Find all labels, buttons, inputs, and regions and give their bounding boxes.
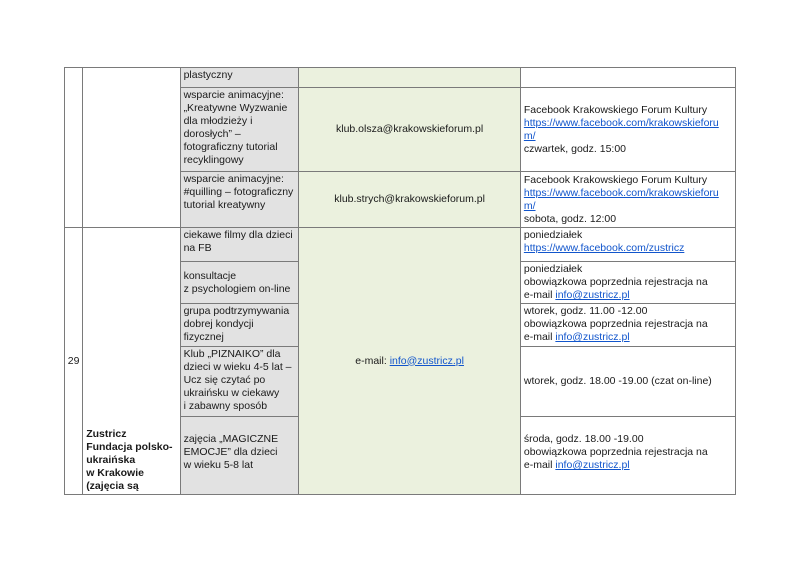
activity-cell: [180, 347, 299, 417]
info-day: środa, godz. 18.00 -19.00: [523, 433, 644, 445]
activity-text: dorosłych” –: [183, 128, 241, 140]
activity-text: dla młodzieży i: [183, 115, 253, 127]
info-cell: [520, 262, 735, 304]
email-cell: [299, 88, 521, 172]
activity-text: Klub „PIZNAIKO” dla: [183, 348, 281, 360]
table-row: [65, 68, 736, 88]
organization-name: Zustricz: [86, 428, 127, 440]
info-cell: [520, 172, 735, 228]
activity-text: grupa podtrzymywania: [183, 305, 290, 317]
activity-text: fizycznej: [183, 331, 224, 343]
activity-cell: [180, 417, 299, 495]
activity-text: w wieku 5-8 lat: [183, 459, 254, 471]
activity-cell: [180, 262, 299, 304]
activity-cell: [180, 304, 299, 347]
info-day: poniedziałek: [523, 229, 583, 241]
email-text: klub.strych@krakowskieforum.pl: [334, 193, 485, 205]
number-cell: [65, 228, 83, 495]
entry-number: 29: [67, 354, 80, 367]
activity-text: i zabawny sposób: [183, 400, 268, 412]
organization-name: (zajęcia są: [86, 480, 139, 492]
info-note: obowiązkowa poprzednia rejestracja na: [523, 276, 708, 288]
activity-cell: [180, 228, 299, 262]
info-day: wtorek, godz. 11.00 -12.00: [523, 305, 648, 317]
activity-text: EMOCJE” dla dzieci: [183, 446, 278, 458]
email-cell: [299, 172, 521, 228]
email-link[interactable]: info@zustricz.pl: [555, 289, 630, 301]
activity-cell: [180, 68, 299, 88]
info-cell: [520, 88, 735, 172]
activity-text: z psychologiem on-line: [183, 282, 291, 295]
facebook-link[interactable]: https://www.facebook.com/zustricz: [523, 242, 685, 254]
email-cell: [299, 68, 521, 88]
mail-prefix: e-mail: [523, 459, 556, 471]
activity-text: fotograficzny tutorial: [183, 141, 278, 153]
info-day: wtorek, godz. 18.00 -19.00 (czat on-line): [523, 375, 712, 387]
mail-prefix: e-mail: [523, 289, 556, 301]
activity-text: wsparcie animacyjne:: [183, 173, 284, 185]
activity-text: na FB: [183, 242, 212, 254]
email-link[interactable]: info@zustricz.pl: [389, 354, 464, 367]
activity-text: tutorial kreatywny: [183, 199, 266, 211]
activity-text: dobrej kondycji: [183, 318, 254, 330]
organization-name: w Krakowie: [86, 467, 144, 479]
organization-cell: [83, 68, 180, 228]
email-link[interactable]: info@zustricz.pl: [555, 459, 630, 471]
number-cell: [65, 68, 83, 228]
info-title: Facebook Krakowskiego Forum Kultury: [523, 173, 708, 186]
info-note: obowiązkowa poprzednia rejestracja na: [523, 318, 708, 330]
info-day: poniedziałek: [523, 263, 583, 275]
activity-text: wsparcie animacyjne:: [183, 89, 284, 101]
activity-text: ciekawe filmy dla dzieci: [183, 229, 293, 241]
email-text: klub.olsza@krakowskieforum.pl: [335, 123, 484, 135]
email-link[interactable]: info@zustricz.pl: [555, 331, 630, 343]
info-cell: [520, 68, 735, 88]
activity-text: ukraińsku w ciekawy: [183, 387, 280, 399]
activity-cell: [180, 88, 299, 172]
activity-text: plastyczny: [183, 69, 233, 81]
activity-cell: [180, 172, 299, 228]
organization-name: Fundacja polsko-: [86, 441, 173, 453]
info-cell: [520, 347, 735, 417]
facebook-link-continuation[interactable]: m/: [523, 129, 536, 142]
info-title: Facebook Krakowskiego Forum Kultury: [523, 103, 708, 116]
table-row: [65, 228, 736, 262]
organization-cell: [83, 228, 180, 495]
email-label: e-mail:: [355, 354, 390, 367]
facebook-link-continuation[interactable]: m/: [523, 199, 536, 212]
info-cell: [520, 304, 735, 347]
activity-text: zajęcia „MAGICZNE: [183, 433, 279, 445]
activity-text: #quilling – fotograficzny: [183, 186, 294, 198]
info-note: obowiązkowa poprzednia rejestracja na: [523, 446, 708, 458]
facebook-link[interactable]: https://www.facebook.com/krakowskieforu: [523, 116, 719, 129]
info-cell: [520, 228, 735, 262]
activity-text: recyklingowy: [183, 154, 244, 166]
activity-text: Ucz się czytać po: [183, 374, 266, 386]
email-cell: [299, 228, 521, 495]
schedule-table: [64, 67, 736, 495]
mail-prefix: e-mail: [523, 331, 556, 343]
info-time: czwartek, godz. 15:00: [523, 142, 626, 155]
organization-name: ukraińska: [86, 454, 136, 466]
activity-text: dzieci w wieku 4-5 lat –: [183, 361, 292, 373]
activity-text: „Kreatywne Wyzwanie: [183, 102, 288, 114]
info-cell: [520, 417, 735, 495]
facebook-link[interactable]: https://www.facebook.com/krakowskieforu: [523, 186, 719, 199]
info-time: sobota, godz. 12:00: [523, 212, 617, 225]
activity-text: konsultacje: [183, 269, 237, 282]
